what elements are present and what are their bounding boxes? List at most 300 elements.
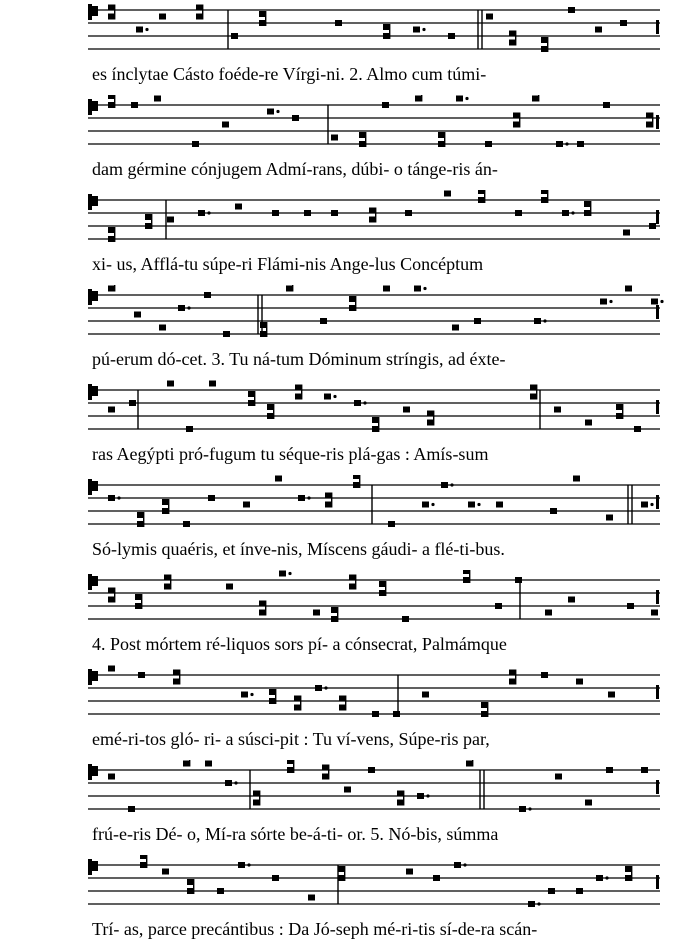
- neume: [272, 210, 279, 216]
- neume: [108, 407, 115, 413]
- neume: [372, 426, 379, 432]
- neume: [108, 666, 115, 672]
- neume: [308, 895, 315, 901]
- neume: [349, 296, 356, 302]
- neume: [304, 210, 311, 216]
- mora-dot: [276, 110, 279, 113]
- staff-2: [0, 95, 682, 153]
- mora-dot: [543, 319, 546, 322]
- neume: [173, 670, 180, 676]
- neume-stem: [421, 95, 422, 102]
- neume: [272, 875, 279, 881]
- neume: [108, 495, 115, 501]
- neume: [187, 879, 194, 885]
- neume-stem: [378, 417, 379, 432]
- mora-dot: [207, 211, 210, 214]
- neume-stem: [331, 493, 332, 508]
- neume: [541, 46, 548, 52]
- neume: [108, 588, 115, 594]
- neume: [135, 603, 142, 609]
- lyric-line-2: dam gérmine cónjugem Admí-rans, dúbi- o tánge-ris án-: [92, 159, 498, 179]
- neume-stem: [484, 190, 485, 203]
- neume: [403, 407, 410, 413]
- clef-stem: [88, 384, 92, 400]
- neume: [243, 502, 250, 508]
- neume: [641, 502, 648, 508]
- neume: [379, 590, 386, 596]
- neume-stem: [359, 475, 360, 488]
- chant-system: [0, 285, 682, 377]
- neume: [634, 426, 641, 432]
- neume-stem: [114, 588, 115, 603]
- neume: [322, 774, 329, 780]
- neume: [646, 113, 653, 119]
- neume-stem: [265, 601, 266, 616]
- neume: [331, 135, 338, 141]
- neume: [354, 400, 361, 406]
- neume: [466, 761, 473, 767]
- mora-dot: [609, 300, 612, 303]
- neume: [260, 331, 267, 337]
- neume: [608, 692, 615, 698]
- clef-stem: [88, 479, 92, 495]
- clef-head: [92, 6, 98, 16]
- neume: [331, 210, 338, 216]
- custos: [656, 685, 659, 699]
- neume: [295, 394, 302, 400]
- neume: [241, 692, 248, 698]
- neume: [287, 760, 294, 764]
- mora-dot: [431, 503, 434, 506]
- neume: [441, 482, 448, 488]
- neume: [138, 672, 145, 678]
- neume: [145, 223, 152, 229]
- chant-system: [0, 475, 682, 567]
- neume-stem: [472, 760, 473, 767]
- neume: [108, 774, 115, 780]
- neume: [196, 14, 203, 20]
- lyric-line-10: Trí- as, parce precántibus : Da Jó-seph mé-ri-tis sí-de-ra scán-: [92, 919, 538, 939]
- neume: [137, 521, 144, 527]
- neume: [625, 866, 632, 872]
- neume: [108, 102, 115, 108]
- neume-stem: [254, 391, 255, 406]
- neume: [313, 610, 320, 616]
- staff-6: [0, 475, 682, 533]
- neume: [183, 761, 190, 767]
- chant-system: [0, 190, 682, 282]
- neume: [368, 767, 375, 773]
- neume: [134, 312, 141, 318]
- neume: [287, 767, 294, 773]
- neume: [108, 597, 115, 603]
- chant-system: [0, 0, 682, 92]
- lyric-line-5: ras Aegýpti pró-fugum tu séque-ris plá-gas : Amís-sum: [92, 444, 489, 464]
- neume-stem: [146, 855, 147, 868]
- neume: [519, 806, 526, 812]
- neume: [530, 394, 537, 400]
- mora-dot: [363, 401, 366, 404]
- neume: [481, 711, 488, 717]
- neume: [167, 381, 174, 387]
- neume: [379, 581, 386, 587]
- clef-stem: [88, 99, 92, 115]
- neume-stem: [259, 791, 260, 806]
- neume: [481, 702, 488, 708]
- neume: [108, 14, 115, 20]
- neume-stem: [375, 208, 376, 223]
- neume: [641, 767, 648, 773]
- clef-stem: [88, 4, 92, 20]
- neume: [145, 214, 152, 220]
- neume: [267, 404, 274, 410]
- neume-stem: [403, 791, 404, 806]
- neume-stem: [193, 879, 194, 894]
- neume: [568, 597, 575, 603]
- neume: [286, 286, 293, 292]
- neume: [315, 685, 322, 691]
- mora-dot: [234, 781, 237, 784]
- clef-head: [92, 386, 98, 396]
- neume: [478, 197, 485, 203]
- neume: [550, 508, 557, 514]
- neume: [154, 96, 161, 102]
- neume: [485, 141, 492, 147]
- neume: [344, 787, 351, 793]
- neume: [259, 601, 266, 607]
- neume: [338, 875, 345, 881]
- staff-7: [0, 570, 682, 628]
- neume: [331, 616, 338, 622]
- neume-stem: [114, 227, 115, 242]
- neume: [438, 141, 445, 147]
- neume: [372, 711, 379, 717]
- neume: [623, 230, 630, 236]
- neume: [433, 875, 440, 881]
- staff-10: [0, 855, 682, 913]
- custos: [656, 400, 659, 414]
- neume: [208, 495, 215, 501]
- clef-head: [92, 101, 98, 111]
- mora-dot: [187, 306, 190, 309]
- neume: [600, 299, 607, 305]
- neume: [164, 575, 171, 581]
- mora-dot: [426, 794, 429, 797]
- neume: [223, 331, 230, 337]
- neume: [649, 223, 656, 229]
- neume: [509, 40, 516, 46]
- neume: [225, 780, 232, 786]
- neume: [625, 286, 632, 292]
- neume: [646, 122, 653, 128]
- neume-stem: [365, 132, 366, 147]
- neume-stem: [652, 113, 653, 128]
- neume: [259, 11, 266, 17]
- neume: [576, 679, 583, 685]
- neume-stem: [487, 702, 488, 717]
- neume: [509, 31, 516, 37]
- mora-dot: [117, 496, 120, 499]
- custos: [656, 210, 659, 224]
- neume: [397, 800, 404, 806]
- neume: [577, 141, 584, 147]
- clef-head: [92, 671, 98, 681]
- clef-head: [92, 576, 98, 586]
- neume: [585, 800, 592, 806]
- neume: [192, 141, 199, 147]
- neume: [140, 862, 147, 868]
- neume: [235, 204, 242, 210]
- neume: [463, 577, 470, 583]
- neume: [509, 670, 516, 676]
- neume: [444, 191, 451, 197]
- neume: [108, 227, 115, 233]
- neume: [136, 27, 143, 33]
- neume: [108, 236, 115, 242]
- mora-dot: [528, 807, 531, 810]
- mora-dot: [463, 863, 466, 866]
- neume: [422, 692, 429, 698]
- neume: [359, 132, 366, 138]
- neume: [269, 698, 276, 704]
- neume: [217, 888, 224, 894]
- neume: [528, 901, 535, 907]
- mora-dot: [477, 503, 480, 506]
- staff-5: [0, 380, 682, 438]
- neume: [267, 109, 274, 115]
- lyric-line-7: 4. Post mórtem ré-liquos sors pí- a cónsecrat, Palmámque: [92, 634, 507, 654]
- clef-head: [92, 196, 98, 206]
- mora-dot: [145, 28, 148, 31]
- neume: [620, 20, 627, 26]
- neume: [253, 800, 260, 806]
- neume-stem: [547, 37, 548, 52]
- neume: [415, 96, 422, 102]
- neume: [427, 411, 434, 417]
- chant-system: [0, 760, 682, 852]
- chant-system: [0, 570, 682, 662]
- neume: [548, 888, 555, 894]
- custos: [656, 780, 659, 794]
- neume: [135, 594, 142, 600]
- clef-head: [92, 861, 98, 871]
- lyric-line-4: pú-erum dó-cet. 3. Tu ná-tum Dóminum stríngis, ad éxte-: [92, 349, 506, 369]
- neume: [137, 512, 144, 518]
- neume: [568, 7, 575, 13]
- mora-dot: [423, 287, 426, 290]
- neume: [616, 404, 623, 410]
- neume: [162, 869, 169, 875]
- neume: [162, 508, 169, 514]
- neume: [495, 603, 502, 609]
- neume: [205, 761, 212, 767]
- neume: [349, 575, 356, 581]
- neume: [513, 113, 520, 119]
- neume: [616, 413, 623, 419]
- neume: [383, 33, 390, 39]
- neume: [196, 5, 203, 11]
- neume: [162, 499, 169, 505]
- clef-stem: [88, 194, 92, 210]
- neume: [178, 305, 185, 311]
- lyric-line-1: es ínclytae Cásto foéde-re Vírgi-ni. 2. Almo cum túmi-: [92, 64, 487, 84]
- neume: [556, 141, 563, 147]
- neume: [159, 325, 166, 331]
- neume: [438, 132, 445, 138]
- neume-stem: [345, 696, 346, 711]
- neume: [167, 217, 174, 223]
- neume: [279, 571, 286, 577]
- custos: [656, 305, 659, 319]
- neume: [129, 400, 136, 406]
- mora-dot: [537, 902, 540, 905]
- neume: [339, 696, 346, 702]
- neume: [562, 210, 569, 216]
- neume: [238, 862, 245, 868]
- neume: [339, 705, 346, 711]
- neume: [541, 197, 548, 203]
- neume: [325, 502, 332, 508]
- neume: [259, 20, 266, 26]
- neume: [515, 577, 522, 583]
- staff-9: [0, 760, 682, 818]
- mora-dot: [465, 97, 468, 100]
- neume: [573, 476, 580, 482]
- clef-head: [92, 291, 98, 301]
- mora-dot: [565, 142, 568, 145]
- neume: [397, 791, 404, 797]
- neume: [651, 610, 658, 616]
- mora-dot: [660, 300, 663, 303]
- neume: [595, 27, 602, 33]
- neume: [187, 888, 194, 894]
- lyric-line-9: frú-e-ris Dé- o, Mí-ra sórte be-á-ti- or. 5. Nó-bis, súmma: [92, 824, 499, 844]
- neume: [324, 394, 331, 400]
- neume-stem: [433, 411, 434, 426]
- mora-dot: [450, 483, 453, 486]
- mora-dot: [324, 686, 327, 689]
- clef-stem: [88, 289, 92, 305]
- neume: [405, 210, 412, 216]
- mora-dot: [247, 863, 250, 866]
- neume: [545, 610, 552, 616]
- custos: [656, 875, 659, 889]
- chant-system: [0, 855, 682, 947]
- neume-stem: [168, 499, 169, 514]
- lyric-line-6: Só-lymis quaéris, et ínve-nis, Míscens gáudi- a flé-ti-bus.: [92, 539, 505, 559]
- neume: [651, 299, 658, 305]
- neume: [496, 502, 503, 508]
- neume: [585, 420, 592, 426]
- neume: [596, 875, 603, 881]
- neume: [584, 201, 591, 207]
- neume: [331, 607, 338, 613]
- neume: [468, 502, 475, 508]
- mora-dot: [605, 876, 608, 879]
- neume: [422, 502, 429, 508]
- neume: [164, 584, 171, 590]
- neume-stem: [141, 594, 142, 609]
- neume-stem: [265, 11, 266, 26]
- staff-1: [0, 0, 682, 58]
- neume: [294, 705, 301, 711]
- neume: [338, 866, 345, 872]
- neume: [298, 495, 305, 501]
- chant-system: [0, 95, 682, 187]
- neume-stem: [189, 760, 190, 767]
- neume: [183, 521, 190, 527]
- neume-stem: [631, 866, 632, 881]
- neume-stem: [151, 214, 152, 229]
- neume-stem: [538, 95, 539, 102]
- neume-stem: [114, 285, 115, 292]
- neume-stem: [519, 113, 520, 128]
- custos: [656, 495, 659, 509]
- staff-3: [0, 190, 682, 248]
- neume-stem: [385, 581, 386, 596]
- neume: [353, 475, 360, 479]
- neume: [509, 679, 516, 685]
- neume: [541, 190, 548, 194]
- neume-stem: [389, 24, 390, 39]
- neume: [603, 102, 610, 108]
- neume: [413, 27, 420, 33]
- custos: [656, 590, 659, 604]
- neume: [486, 14, 493, 20]
- neume: [554, 407, 561, 413]
- neume-stem: [444, 132, 445, 147]
- neume-stem: [170, 575, 171, 590]
- neume-stem: [114, 5, 115, 20]
- neume: [198, 210, 205, 216]
- lyric-line-8: emé-ri-tos gló- ri- a súsci-pit : Tu ví-vens, Súpe-ris par,: [92, 729, 490, 749]
- clef-stem: [88, 859, 92, 875]
- neume: [576, 888, 583, 894]
- neume: [204, 292, 211, 298]
- neume: [515, 210, 522, 216]
- staff-4: [0, 285, 682, 343]
- custos: [656, 115, 659, 129]
- neume: [372, 417, 379, 423]
- neume: [269, 689, 276, 695]
- neume: [393, 711, 400, 717]
- neume: [159, 14, 166, 20]
- neume: [427, 420, 434, 426]
- chant-system: [0, 380, 682, 472]
- neume: [209, 381, 216, 387]
- neume: [359, 141, 366, 147]
- neume: [383, 24, 390, 30]
- neume-stem: [536, 385, 537, 400]
- neume: [369, 208, 376, 214]
- neume: [186, 426, 193, 432]
- custos: [656, 20, 659, 34]
- mora-dot: [571, 211, 574, 214]
- neume: [108, 286, 115, 292]
- neume: [292, 115, 299, 121]
- clef-stem: [88, 574, 92, 590]
- neume: [222, 122, 229, 128]
- neume: [382, 102, 389, 108]
- neume: [128, 806, 135, 812]
- neume: [530, 385, 537, 391]
- neume: [383, 286, 390, 292]
- neume: [267, 413, 274, 419]
- neume: [108, 95, 115, 99]
- neume: [226, 584, 233, 590]
- neume: [414, 286, 421, 292]
- neume: [320, 318, 327, 324]
